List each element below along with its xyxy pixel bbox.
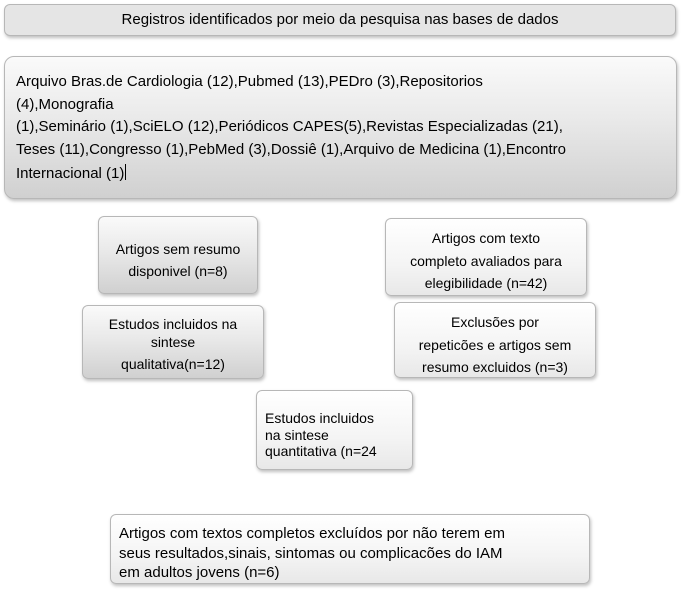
exclusions-line-1: Exclusões por	[451, 314, 539, 330]
excluded-line-2: seus resultados,sinais, sintomas ou complicacões do IAM	[119, 544, 503, 562]
full-text-line-3: elegibilidade (n=42)	[424, 275, 548, 291]
databases-line-4: Teses (11),Congresso (1),PebMed (3),Dossiê (1),Arquivo de Medicina (1),Encontro	[16, 141, 566, 158]
no-abstract-line-1: Artigos sem resumo	[115, 241, 241, 257]
databases-line-5-wrap	[16, 162, 671, 186]
exclusions-text	[395, 311, 595, 379]
quantitative-line-1: Estudos incluidos	[265, 410, 374, 426]
exclusions-box	[394, 302, 596, 378]
databases-line-1: Arquivo Bras.de Cardiologia (12),Pubmed (13),PEDro (3),Repositorios	[16, 73, 483, 90]
qualitative-box	[82, 305, 264, 379]
qualitative-line-2: sintese	[150, 333, 196, 350]
databases-line-5: Internacional (1)	[16, 164, 125, 182]
qualitative-line-1: Estudos incluidos na	[108, 316, 238, 332]
databases-line-3: (1),Seminário (1),SciELO (12),Periódicos CAPES(5),Revistas Especializadas (21),	[16, 117, 563, 135]
no-abstract-text	[99, 238, 257, 282]
excluded-line-1: Artigos com textos completos excluídos por não terem em	[119, 525, 506, 542]
excluded-line-3: em adultos jovens (n=6)	[119, 564, 280, 581]
excluded-full-text-box	[110, 514, 590, 584]
records-identified-box	[4, 4, 676, 36]
no-abstract-box	[98, 216, 258, 294]
quantitative-box	[256, 390, 413, 470]
quantitative-line-3: quantitativa (n=24	[265, 443, 377, 459]
quantitative-line-2: na sintese	[265, 426, 329, 443]
databases-box	[4, 56, 677, 199]
full-text-assessed-text	[386, 227, 586, 295]
full-text-line-1: Artigos com texto	[431, 230, 541, 246]
full-text-assessed-box	[385, 218, 587, 296]
exclusions-line-2: repeticões e artigos sem	[418, 336, 572, 353]
qualitative-text	[83, 316, 263, 374]
databases-line-2: (4),Monografia	[16, 95, 114, 113]
no-abstract-line-2: disponivel (n=8)	[128, 263, 228, 279]
text-cursor	[125, 164, 126, 180]
qualitative-line-3: qualitativa(n=12)	[121, 356, 225, 372]
databases-text	[16, 70, 671, 185]
full-text-line-2: completo avaliados para	[410, 252, 562, 269]
exclusions-line-3: resumo excluidos (n=3)	[422, 359, 568, 375]
records-identified-text: Registros identificados por meio da pesquisa nas bases de dados	[121, 11, 559, 28]
quantitative-text	[265, 410, 411, 460]
excluded-full-text-text	[119, 524, 587, 583]
